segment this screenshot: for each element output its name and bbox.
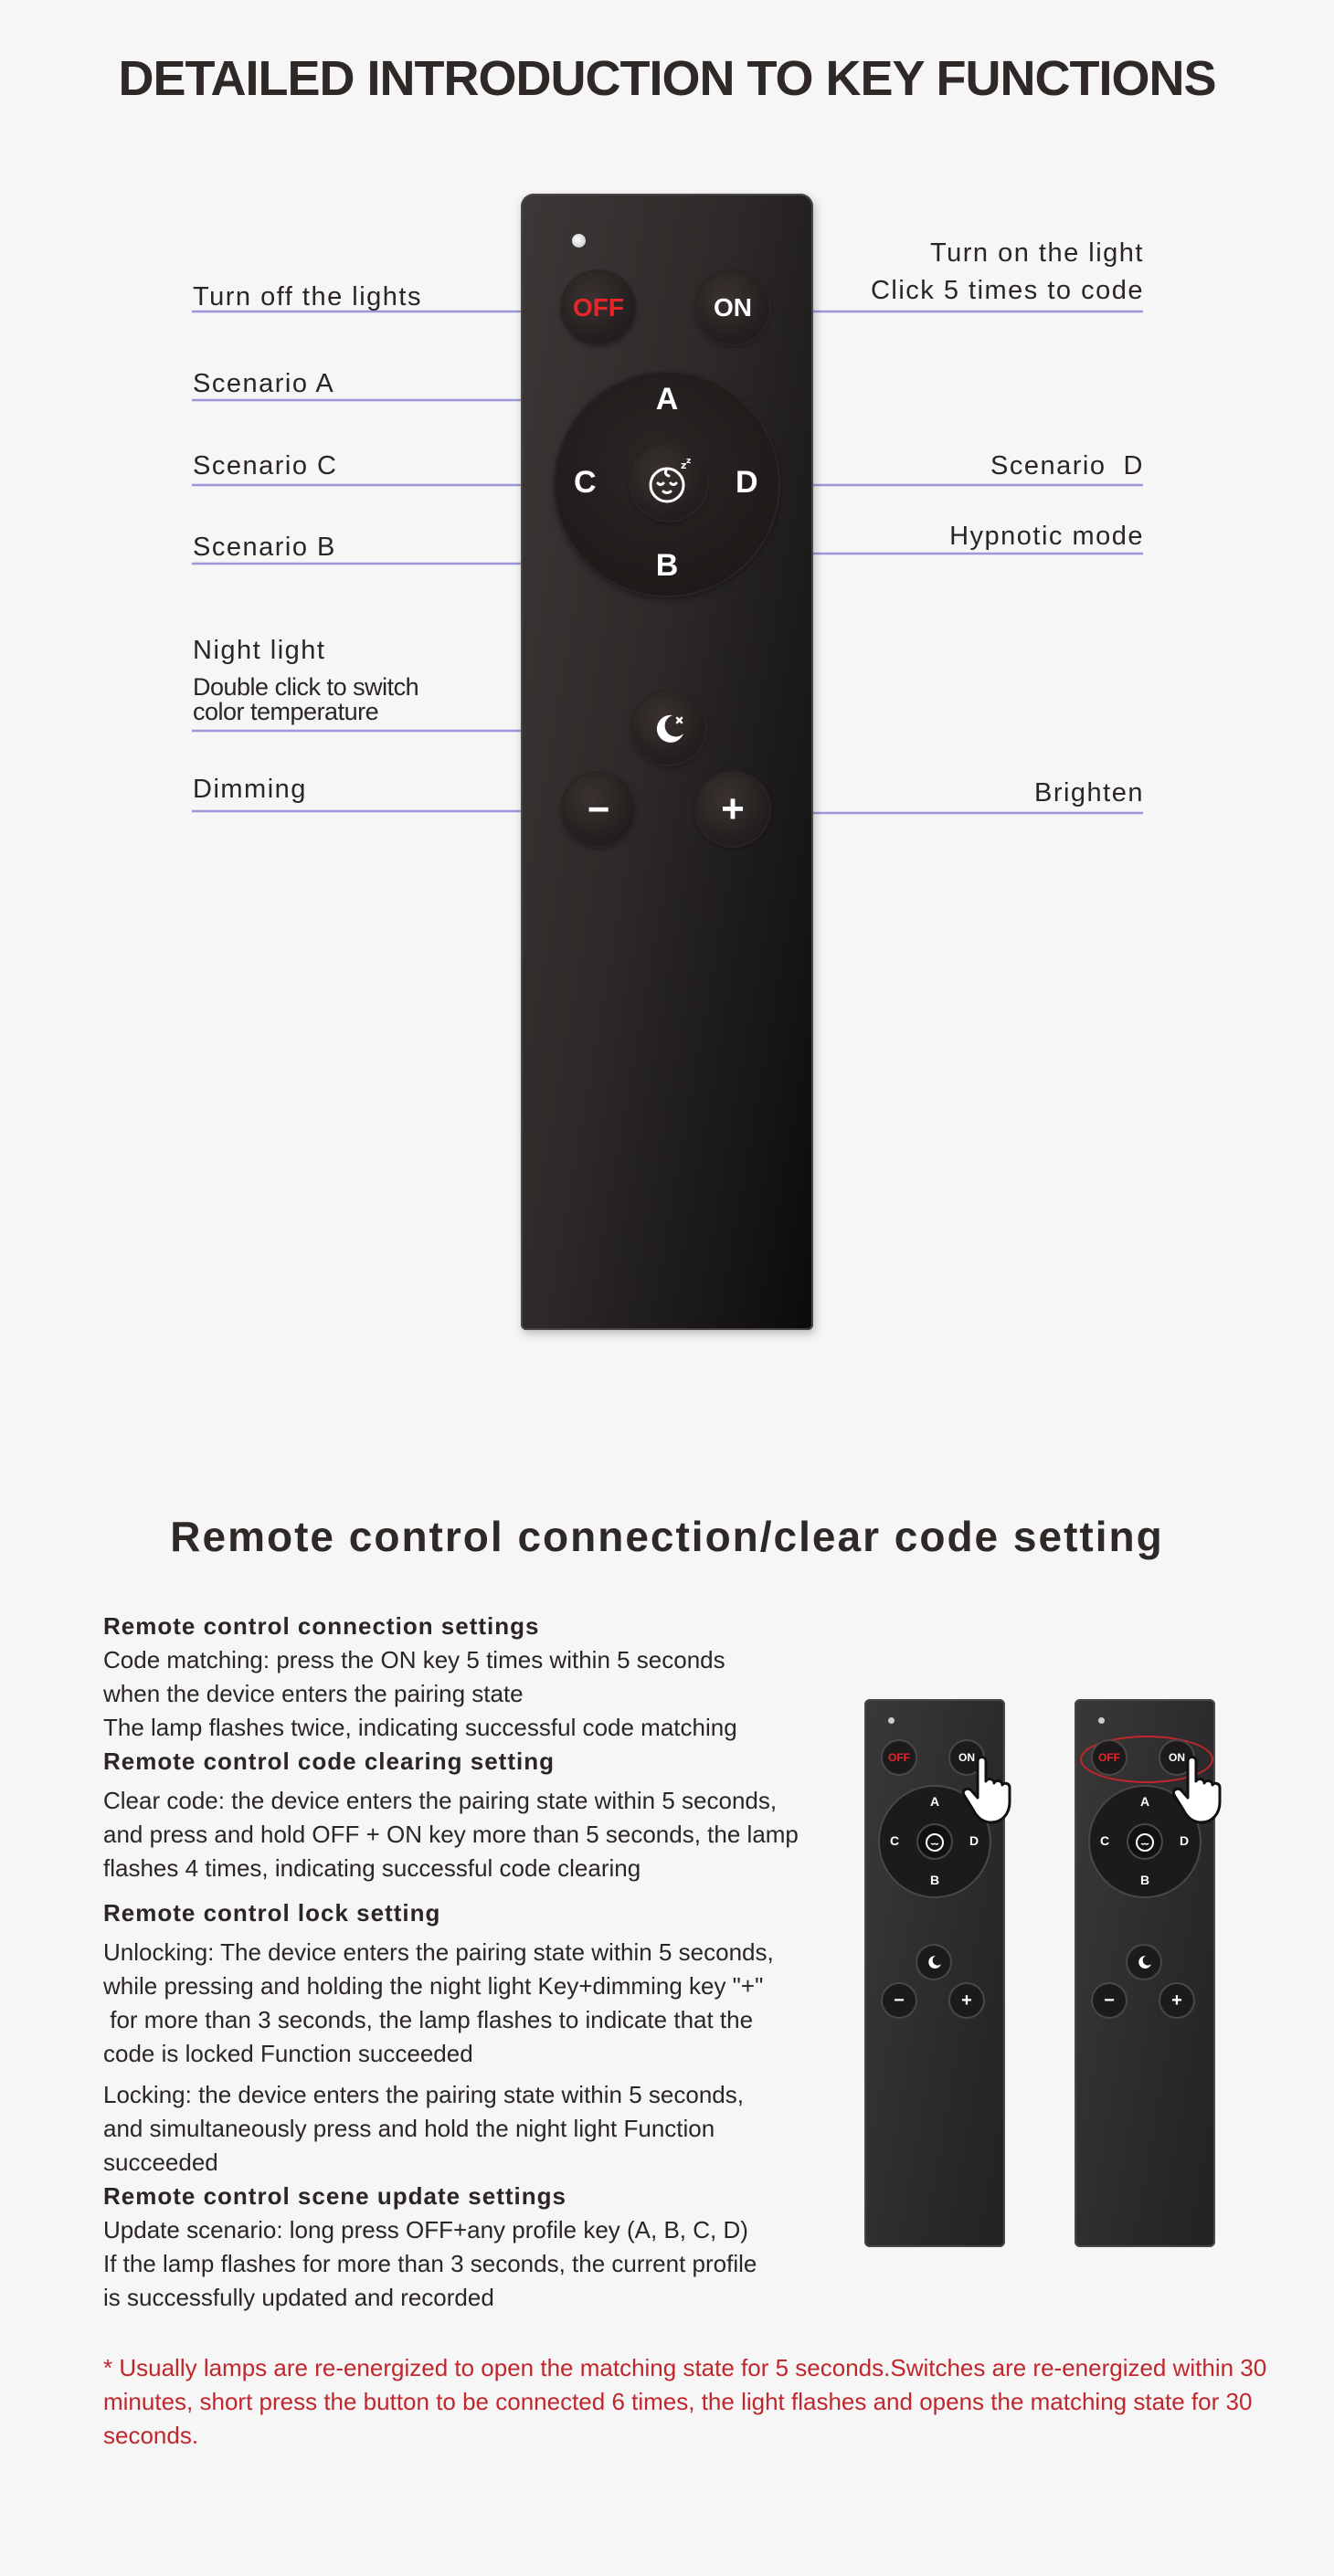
mini-dimming-button: − bbox=[883, 1984, 916, 2017]
mini-off-button[interactable]: OFF bbox=[1093, 1741, 1126, 1774]
unlock-line: code is locked Function succeeded bbox=[103, 2040, 473, 2067]
label-night-light: Night light bbox=[193, 636, 326, 665]
moon-icon bbox=[1135, 1953, 1153, 1971]
baby-sleep-icon bbox=[641, 454, 697, 511]
label-scenario-d: Scenario D bbox=[990, 451, 1144, 480]
label-night-light-sub2: color temperature bbox=[193, 698, 379, 725]
connection-line: Code matching: press the ON key 5 times within 5 seconds bbox=[103, 1646, 725, 1673]
label-scenario-c: Scenario C bbox=[193, 451, 338, 480]
scene-line: If the lamp flashes for more than 3 seconds, the current profile bbox=[103, 2250, 757, 2277]
indicator-led bbox=[572, 234, 586, 248]
unlock-line: for more than 3 seconds, the lamp flashes to indicate that the bbox=[103, 2006, 754, 2033]
label-scenario-a: Scenario A bbox=[193, 369, 335, 398]
mini-b: B bbox=[1139, 1873, 1150, 1887]
label-click-to-code: Click 5 times to code bbox=[870, 276, 1144, 305]
unlock-line: while pressing and holding the night light Key+dimming key "+" bbox=[103, 1972, 764, 2000]
svg-text:z: z bbox=[686, 457, 692, 466]
connection-line: when the device enters the pairing state bbox=[103, 1680, 524, 1707]
mini-night-light-button bbox=[1128, 1946, 1160, 1979]
scenario-c-button[interactable]: C bbox=[574, 465, 597, 500]
mini-led bbox=[888, 1717, 895, 1724]
lock-title: Remote control lock setting bbox=[103, 1899, 441, 1927]
baby-sleep-icon bbox=[918, 1825, 951, 1858]
moon-icon bbox=[649, 708, 689, 748]
scene-line: Update scenario: long press OFF+any profile key (A, B, C, D) bbox=[103, 2216, 748, 2243]
lock-line: and simultaneously press and hold the night light Function bbox=[103, 2115, 715, 2142]
on-button[interactable]: ON bbox=[696, 271, 769, 344]
mini-a: A bbox=[1139, 1794, 1150, 1809]
lock-line: Locking: the device enters the pairing state within 5 seconds, bbox=[103, 2081, 744, 2108]
night-light-button[interactable] bbox=[632, 692, 705, 765]
connection-settings bbox=[103, 1610, 834, 2315]
mini-brighten-button: + bbox=[1160, 1984, 1193, 2017]
label-turn-off: Turn off the lights bbox=[193, 282, 422, 311]
mini-led bbox=[1098, 1717, 1105, 1724]
remote-control-illustration bbox=[521, 194, 813, 1330]
connection-line: The lamp flashes twice, indicating successful code matching bbox=[103, 1714, 737, 1741]
clearing-title: Remote control code clearing setting bbox=[103, 1747, 555, 1775]
label-dimming: Dimming bbox=[193, 775, 307, 804]
clearing-line: flashes 4 times, indicating successful code clearing bbox=[103, 1854, 641, 1882]
hand-pointer-icon bbox=[959, 1754, 1023, 1827]
page-title: DETAILED INTRODUCTION TO KEY FUNCTIONS bbox=[118, 51, 1216, 106]
label-brighten: Brighten bbox=[1033, 778, 1144, 808]
mini-a: A bbox=[929, 1794, 940, 1809]
hypnotic-button[interactable] bbox=[630, 444, 707, 521]
mini-on-button[interactable]: ON bbox=[1160, 1741, 1193, 1774]
label-turn-on: Turn on the light bbox=[930, 238, 1144, 268]
mini-brighten-button: + bbox=[950, 1984, 983, 2017]
footnote: * Usually lamps are re-energized to open the matching state for 5 seconds.Switches are re-energized within 30 minutes, short press the button to be connected 6 times, the light flashes and opens the matching state for 30 seconds. bbox=[103, 2354, 1267, 2449]
clearing-line: Clear code: the device enters the pairing state within 5 seconds, bbox=[103, 1787, 778, 1814]
section-title: Remote control connection/clear code setting bbox=[170, 1513, 1164, 1560]
mini-d: D bbox=[1180, 1833, 1190, 1848]
brighten-button[interactable]: + bbox=[696, 773, 769, 846]
lock-line: succeeded bbox=[103, 2148, 218, 2176]
scenario-b-button[interactable]: B bbox=[655, 548, 679, 583]
label-hypnotic-mode: Hypnotic mode bbox=[949, 522, 1144, 551]
label-night-light-sub1: Double click to switch bbox=[193, 673, 419, 701]
mini-hypnotic-button bbox=[918, 1825, 951, 1858]
unlock-line: Unlocking: The device enters the pairing state within 5 seconds, bbox=[103, 1938, 774, 1966]
mini-dimming-button: − bbox=[1093, 1984, 1126, 2017]
scenario-d-button[interactable]: D bbox=[736, 465, 758, 500]
clearing-line: and press and hold OFF + ON key more than 5 seconds, the lamp bbox=[103, 1821, 799, 1848]
mini-night-light-button bbox=[917, 1946, 950, 1979]
scene-title: Remote control scene update settings bbox=[103, 2182, 566, 2210]
off-button[interactable]: OFF bbox=[562, 271, 635, 344]
baby-sleep-icon bbox=[1128, 1825, 1161, 1858]
hand-pointer-icon bbox=[1170, 1754, 1233, 1827]
mini-on-button[interactable]: ON bbox=[950, 1741, 983, 1774]
label-scenario-b: Scenario B bbox=[193, 533, 336, 562]
scenario-a-button[interactable]: A bbox=[655, 382, 679, 417]
mini-c: C bbox=[1100, 1833, 1110, 1848]
scene-line: is successfully updated and recorded bbox=[103, 2284, 494, 2311]
dimming-button[interactable]: − bbox=[562, 773, 635, 846]
scenario-ring bbox=[556, 373, 778, 596]
svg-text:z: z bbox=[681, 459, 687, 471]
mini-d: D bbox=[969, 1833, 979, 1848]
connection-title: Remote control connection settings bbox=[103, 1612, 540, 1640]
mini-hypnotic-button bbox=[1128, 1825, 1161, 1858]
mini-b: B bbox=[929, 1873, 940, 1887]
mini-c: C bbox=[890, 1833, 900, 1848]
mini-off-button[interactable]: OFF bbox=[883, 1741, 916, 1774]
moon-icon bbox=[925, 1953, 943, 1971]
